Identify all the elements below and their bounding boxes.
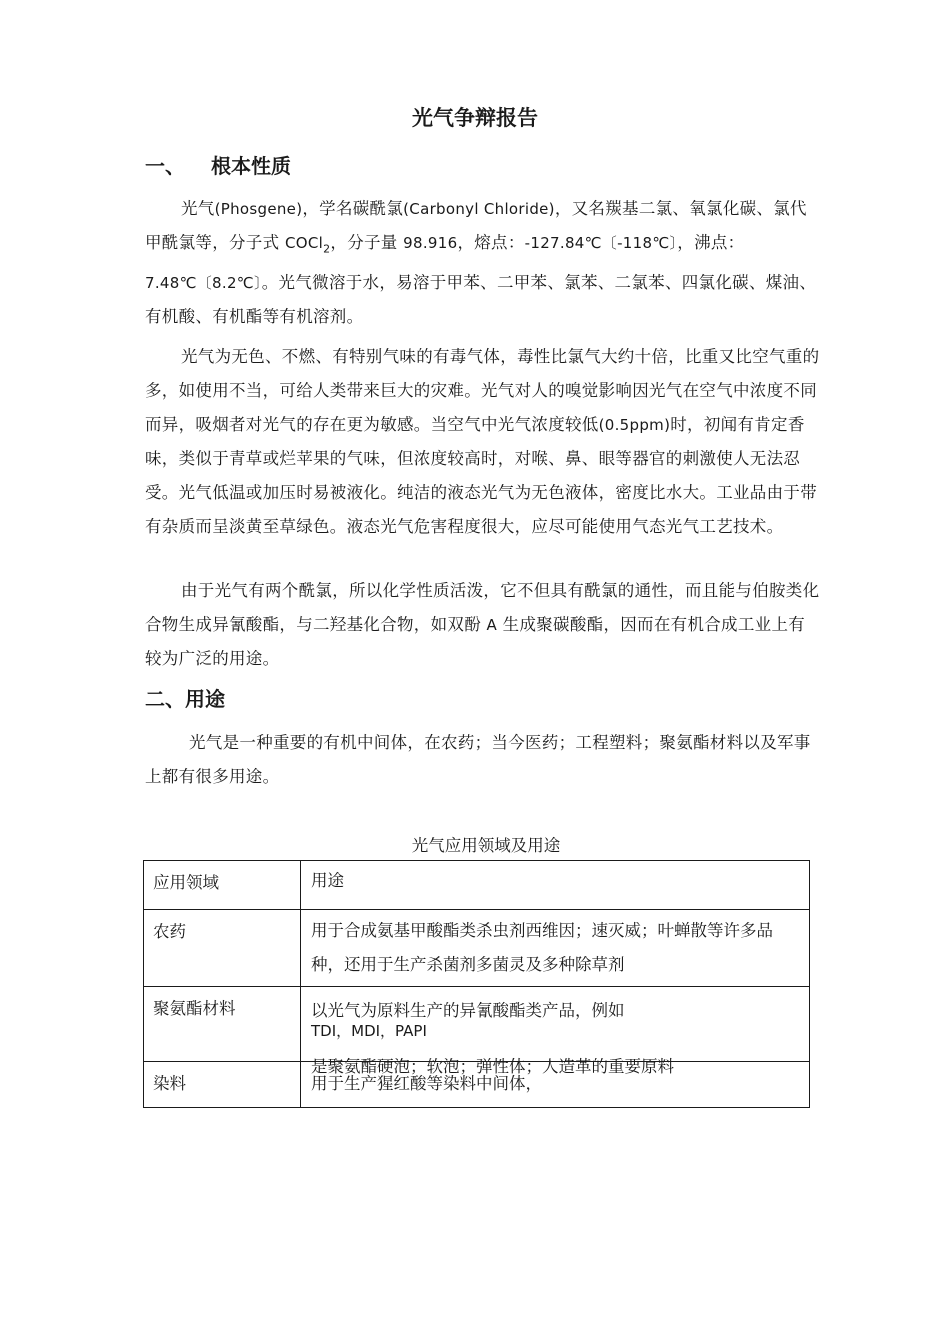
text-run: 时，初闻有肯定香味，类似于青草或烂苹果的气味，但浓度较高时，对喉、鼻、眼等器官的刺激使人无法忍受。光气低温或加压时易被液化。纯洁的液态光气为无色液体，密度比水大。工业品由于带有杂质而呈淡黄至草绿色。液态光气危害程度很大，应尽可能使用气态光气工艺技术。: [145, 415, 817, 536]
section-heading-2: 二、用途: [145, 687, 225, 711]
paragraph-properties-1: [145, 192, 820, 334]
melting-point: -127.84℃〔-118℃〕: [524, 234, 678, 252]
table-row: [144, 987, 810, 1062]
cell-text: 聚氨酯材料: [153, 999, 236, 1018]
table-row: [144, 910, 810, 987]
text-run: 由于光气有两个酰氯，所以化学性质活泼，它不但具有酰氯的通性，而且能与伯胺类化合物生成异氰酸酯，与二羟基化合物，如双酚: [145, 581, 820, 634]
concentration-value: (0.5ppm): [598, 416, 671, 434]
text-run: ，熔点：: [457, 233, 525, 252]
text-run: (Phosgene): [214, 200, 303, 218]
cell-text: 农药: [153, 922, 186, 941]
section-title: 根本性质: [211, 154, 291, 178]
text-run: ，沸点：: [677, 233, 745, 252]
document-title: 光气争辩报告: [412, 106, 538, 130]
text-run: (Carbonyl Chloride): [403, 200, 555, 218]
field-cell: [144, 1062, 301, 1108]
header-cell-use: [301, 861, 810, 910]
text-run: 。光气微溶于水，易溶于甲苯、二甲苯、氯苯、二氯苯、四氯化碳、煤油、有机酸、有机酯等有机溶剂。: [145, 273, 817, 327]
text-run: 光气: [181, 199, 215, 218]
text-run: ，学名碳酰氯: [302, 199, 404, 218]
cell-text: 用于生产猩红酸等染料中间体，: [311, 1074, 542, 1093]
section-heading-1: [145, 150, 291, 179]
cell-text: 用于合成氨基甲酸酯类杀虫剂西维因；速灭威；叶蝉散等许多品种，还用于生产杀菌剂多菌灵及多种除草剂: [311, 921, 773, 974]
text-run: ，分子量: [330, 233, 404, 252]
field-cell: [144, 987, 301, 1062]
use-cell: [301, 910, 810, 987]
section-number: 一、: [145, 154, 185, 178]
chemical-formula: COCl: [284, 234, 324, 252]
table-row: [144, 1062, 810, 1108]
cell-text: 是聚氨酯硬泡；软泡；弹性体；人造革的重要原料: [311, 1057, 674, 1076]
paragraph-properties-3: [145, 574, 820, 676]
boiling-point: 7.48℃〔8.2℃〕: [145, 274, 262, 293]
cell-text: 以光气为原料生产的异氰酸酯类产品，例如: [311, 1001, 625, 1020]
table-caption: 光气应用领域及用途: [411, 836, 561, 855]
molecular-weight: 98.916: [403, 234, 458, 252]
text-run: 光气为无色、不燃、有特别气味的有毒气体，毒性比氯气大约十倍，比重又比空气重的多，如使用不当，可给人类带来巨大的灾难。光气对人的嗅觉影响因光气在空气中浓度不同而异，吸烟者对光气的存在更为敏感。当空气中光气浓度较低: [145, 347, 820, 434]
use-cell: [301, 1062, 810, 1108]
text-run: ，又名羰基二氯、氧氯化碳、氯代甲酰氯等，分子式: [145, 199, 807, 252]
field-cell: [144, 910, 301, 987]
text-run: 生成聚碳酸酯，因而在有机合成工业上有较为广泛的用途。: [145, 615, 806, 668]
table-header-row: [144, 861, 810, 910]
cell-text: 染料: [153, 1074, 186, 1093]
use-cell: [301, 987, 810, 1076]
formula-subscript: 2: [323, 242, 331, 256]
cell-text: 用途: [311, 871, 344, 890]
text-run: A: [486, 616, 498, 634]
paragraph-properties-2: [145, 340, 820, 544]
applications-table: [143, 860, 810, 1108]
cell-text: 应用领域: [153, 873, 219, 892]
header-cell-field: [144, 861, 301, 910]
paragraph-uses: 光气是一种重要的有机中间体，在农药；当今医药；工程塑料；聚氨酯材料以及军事上都有很多用途。: [145, 733, 811, 786]
cell-text: TDI，MDI，PAPI: [311, 1022, 427, 1040]
